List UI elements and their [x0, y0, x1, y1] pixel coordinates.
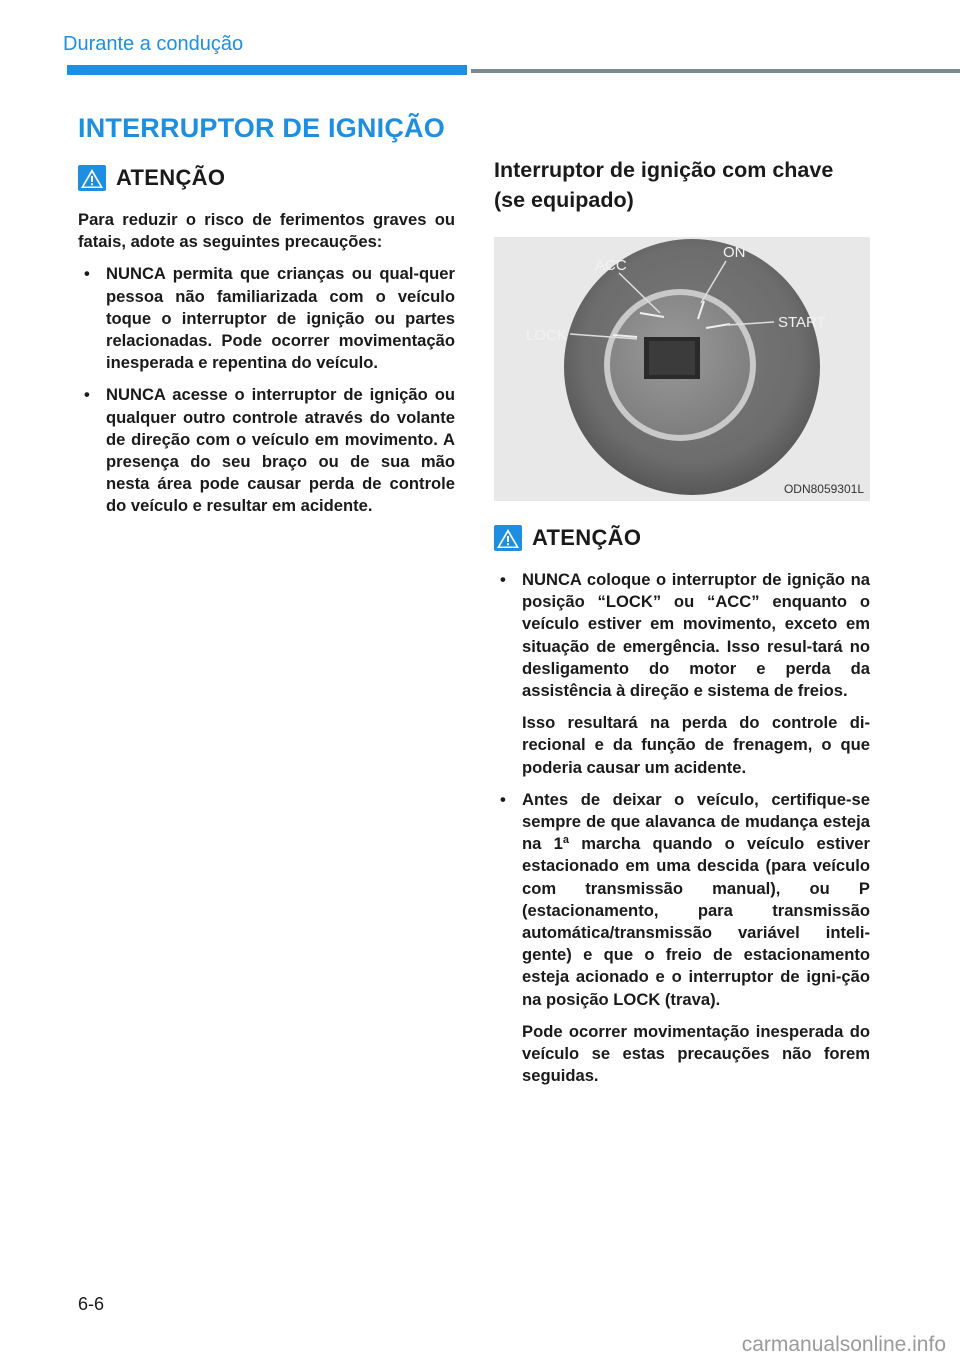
page-title: INTERRUPTOR DE IGNIÇÃO — [78, 113, 445, 143]
label-acc: ACC — [595, 257, 627, 274]
label-on: ON — [723, 244, 746, 261]
right-bullet-2-continued: Pode ocorrer movimentação inesperada do veículo se estas precauções não forem seguidas. — [522, 1021, 870, 1086]
list-item — [494, 569, 870, 702]
header-bar-divider — [471, 69, 960, 73]
label-lock: LOCK — [526, 327, 567, 344]
right-warning-header — [494, 523, 870, 553]
right-column — [494, 155, 870, 1097]
right-bullet-1-continued: Isso resultará na perda do controle di-recional e da função de frenagem, o que poderia causar um acidente. — [522, 713, 870, 777]
left-bullet-1: NUNCA permita que crianças ou qual-quer pessoa não familiarizada com o veículo toque o interruptor de ignição ou partes relacionadas. Pode ocorrer movimentação inesperada e repentina do veículo. — [106, 264, 455, 373]
right-bullet-2: Antes de deixar o veículo, certifique-se sempre de que alavanca de mudança esteja na 1ª marcha quando o veículo estiver estacionado em uma descida (para veículo com transmissão manual), ou P (estacionamento, para transmissão automática/transmissão variável inteli-gente) e que o freio de estacionamento esteja acionado e o interruptor de igni-ção na posição LOCK (trava). — [522, 789, 870, 1009]
left-warning-title: ATENÇÃO — [116, 165, 226, 190]
bullet-dot: • — [84, 264, 90, 284]
watermark: carmanualsonline.info — [741, 1333, 946, 1356]
left-warning-header — [78, 163, 455, 193]
warning-triangle-icon — [494, 525, 522, 551]
left-column — [78, 163, 455, 528]
section-header: Durante a condução — [63, 33, 244, 55]
left-warning-intro: Para reduzir o risco de ferimentos graves ou fatais, adote as seguintes precauções: — [78, 210, 455, 252]
ignition-switch-illustration — [494, 237, 870, 501]
bullet-dot: • — [500, 570, 506, 589]
subsection-title: Interruptor de ignição com chave (se equipado) — [494, 158, 834, 212]
header-bar-accent — [67, 65, 467, 75]
page-number: 6-6 — [78, 1294, 105, 1314]
warning-triangle-icon — [78, 165, 106, 191]
right-bullet-1: NUNCA coloque o interruptor de ignição na posição “LOCK” ou “ACC” enquanto o veículo estiver em movimento, exceto em situação de emergência. Isso resul-tará no desligamento do motor e perda da assistência à direção e sistema de freios. — [522, 570, 870, 701]
list-item — [78, 263, 455, 374]
list-item — [78, 384, 455, 517]
bullet-dot: • — [84, 385, 90, 405]
bullet-dot: • — [500, 789, 506, 809]
right-warning-title: ATENÇÃO — [532, 525, 642, 550]
list-item — [494, 789, 870, 1011]
label-start: START — [778, 314, 826, 331]
ignition-switch-figure — [494, 237, 870, 501]
figure-code: ODN8059301L — [783, 482, 864, 496]
left-bullet-2: NUNCA acesse o interruptor de ignição ou qualquer outro controle através do volante de direção com o veículo em movimento. A presença do seu braço ou de sua mão nesta área pode causar perda de controle do veículo e resultar em acidente. — [106, 385, 455, 516]
